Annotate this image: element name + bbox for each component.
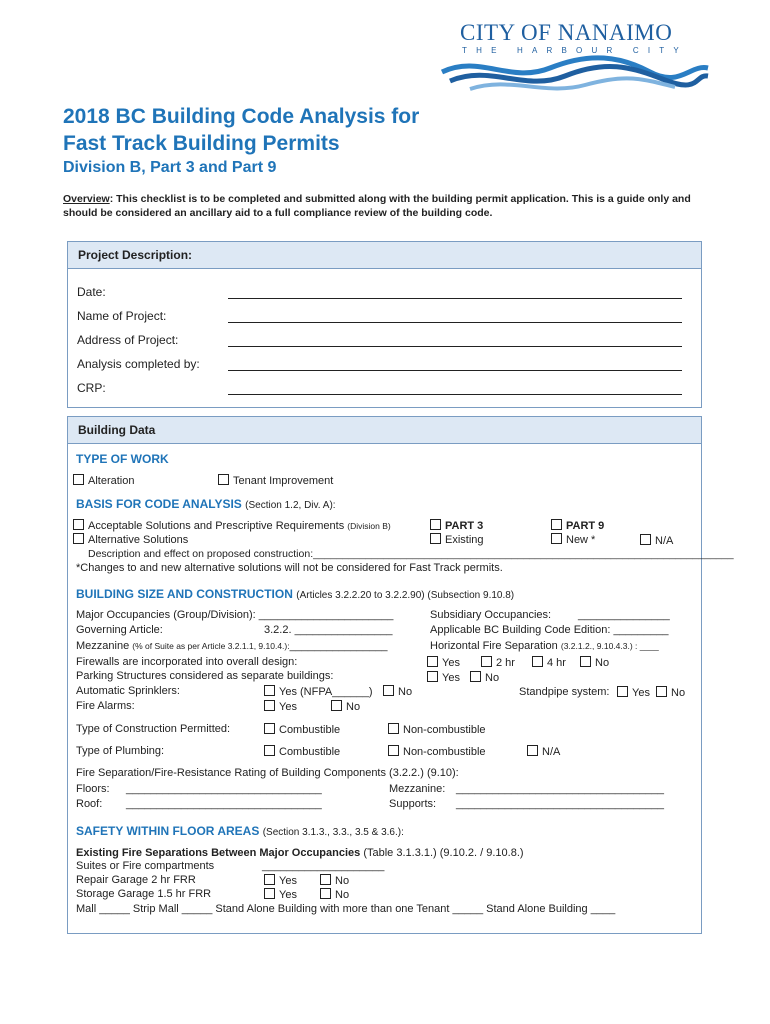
logo-name: CITY OF NANAIMO [460, 20, 673, 45]
na-label: N/A [655, 535, 674, 547]
part3-checkbox[interactable] [430, 519, 441, 530]
overview-text: : This checklist is to be completed and submitted along with the building permit application. This is a guide only and should be considered an ancillary aid to a full compliance review of the building code. [63, 193, 691, 219]
firewalls-4hr-checkbox[interactable] [532, 656, 543, 667]
description-line[interactable]: Description and effect on proposed construction:________________________________________________________________________ [88, 548, 734, 560]
construction-type-label: Type of Construction Permitted: [76, 723, 231, 735]
existing-separations-label: Existing Fire Separations Between Major Occupancies [76, 847, 361, 859]
code-edition-field[interactable]: Applicable BC Building Code Edition: _________ [430, 624, 669, 636]
roof-label: Roof: [76, 798, 103, 810]
plumbing-combustible-option[interactable] [264, 745, 340, 758]
suites-label: Suites or Fire compartments [76, 860, 215, 872]
existing-separations-heading [76, 847, 524, 859]
construction-combustible-option[interactable] [264, 723, 340, 736]
part3-option[interactable] [430, 519, 483, 532]
acceptable-solutions-ref: (Division B) [347, 521, 391, 531]
governing-article-field[interactable]: 3.2.2. ________________ [264, 624, 393, 636]
firewalls-4hr-option[interactable] [532, 656, 566, 669]
repair-no-label: No [335, 875, 350, 887]
alarms-yes-label: Yes [279, 701, 297, 713]
construction-noncombustible-label: Non-combustible [403, 724, 486, 736]
plumbing-combustible-label: Combustible [279, 746, 341, 758]
plumbing-na-label: N/A [542, 746, 561, 758]
mezzanine-line: ________________ [289, 640, 388, 652]
alternative-solutions-label: Alternative Solutions [88, 534, 189, 546]
part9-checkbox[interactable] [551, 519, 562, 530]
crp-field[interactable] [228, 394, 682, 395]
sprinklers-label: Automatic Sprinklers: [76, 685, 180, 697]
sprinklers-no-label: No [398, 686, 413, 698]
project-name-label: Name of Project: [77, 309, 167, 323]
part9-label: PART 9 [566, 520, 605, 532]
storage-yes-option[interactable] [264, 888, 297, 901]
sprinklers-yes-option[interactable] [264, 685, 373, 698]
building-size-title [76, 587, 514, 601]
storage-no-label: No [335, 889, 350, 901]
standpipe-no-checkbox[interactable] [656, 686, 667, 697]
alarms-yes-option[interactable] [264, 700, 297, 713]
horizontal-separation-label: Horizontal Fire Separation [430, 640, 558, 652]
part9-option[interactable] [551, 519, 604, 532]
construction-combustible-checkbox[interactable] [264, 723, 275, 734]
tenant-improvement-option[interactable] [218, 474, 333, 487]
parking-label: Parking Structures considered as separate buildings: [76, 670, 334, 682]
repair-yes-checkbox[interactable] [264, 874, 275, 885]
plumbing-na-checkbox[interactable] [527, 745, 538, 756]
sprinklers-yes-label: Yes (NFPA______) [279, 686, 373, 698]
repair-yes-option[interactable] [264, 874, 297, 887]
na-checkbox[interactable] [640, 534, 651, 545]
mezzanine-field[interactable] [76, 640, 388, 652]
floors-field[interactable]: ________________________________ [126, 783, 322, 795]
new-label: New * [566, 534, 596, 546]
new-checkbox[interactable] [551, 533, 562, 544]
firewalls-label: Firewalls are incorporated into overall design: [76, 656, 298, 668]
project-address-field[interactable] [228, 346, 682, 347]
standpipe-no-label: No [671, 687, 686, 699]
storage-yes-checkbox[interactable] [264, 888, 275, 899]
crp-label: CRP: [77, 381, 106, 395]
overview-paragraph [63, 192, 713, 220]
major-occupancies-field[interactable]: Major Occupancies (Group/Division): ______________________ [76, 609, 394, 621]
firewalls-yes-option[interactable] [427, 656, 460, 669]
safety-title [76, 824, 404, 838]
supports-field[interactable]: __________________________________ [456, 798, 665, 810]
alternative-solutions-option[interactable] [73, 533, 188, 546]
project-description-heading: Project Description: [68, 242, 701, 269]
part3-label: PART 3 [445, 520, 484, 532]
alternative-solutions-checkbox[interactable] [73, 533, 84, 544]
standpipe-label: Standpipe system: [519, 686, 610, 698]
mezzanine-ref: (% of Suite as per Article 3.2.1.1, 9.10.4.): [132, 641, 290, 651]
parking-no-label: No [485, 672, 500, 684]
title-line-1: 2018 BC Building Code Analysis for [63, 105, 420, 128]
subsidiary-occupancies-label: Subsidiary Occupancies: [430, 609, 552, 621]
standpipe-yes-checkbox[interactable] [617, 686, 628, 697]
storage-no-checkbox[interactable] [320, 888, 331, 899]
analysis-by-label: Analysis completed by: [77, 357, 200, 371]
roof-field[interactable]: ________________________________ [126, 798, 322, 810]
firewalls-2hr-label: 2 hr [496, 657, 515, 669]
firewalls-no-checkbox[interactable] [580, 656, 591, 667]
page-subtitle: Division B, Part 3 and Part 9 [63, 159, 277, 176]
type-of-work-title: TYPE OF WORK [76, 452, 169, 466]
storage-yes-label: Yes [279, 889, 297, 901]
existing-separations-ref: (Table 3.1.3.1.) (9.10.2. / 9.10.8.) [363, 847, 524, 859]
basis-title-text: BASIS FOR CODE ANALYSIS [76, 497, 242, 511]
alternative-note: *Changes to and new alternative solutions will not be considered for Fast Track permits. [76, 562, 503, 574]
tenant-improvement-label: Tenant Improvement [233, 475, 334, 487]
floors-label: Floors: [76, 783, 110, 795]
page-title [63, 103, 503, 157]
basis-title [76, 497, 336, 511]
plumbing-noncombustible-option[interactable] [388, 745, 486, 758]
alarms-no-label: No [346, 701, 361, 713]
building-size-title-text: BUILDING SIZE AND CONSTRUCTION [76, 587, 293, 601]
tenant-improvement-checkbox[interactable] [218, 474, 229, 485]
mezzanine-label: Mezzanine [76, 640, 130, 652]
horizontal-separation-ref: (3.2.1.2., 9.10.4.3.) : ____ [560, 641, 659, 651]
suites-field[interactable]: ____________________ [262, 860, 385, 872]
fire-separation-title: Fire Separation/Fire-Resistance Rating of Building Components (3.2.2.) (9.10): [76, 767, 459, 779]
standpipe-yes-label: Yes [632, 687, 650, 699]
parking-yes-checkbox[interactable] [427, 671, 438, 682]
storage-no-option[interactable] [320, 888, 349, 901]
alteration-option[interactable] [73, 474, 134, 487]
parking-no-option[interactable] [470, 671, 499, 684]
alarms-no-option[interactable] [331, 700, 360, 713]
supports-label: Supports: [389, 798, 437, 810]
sprinklers-no-checkbox[interactable] [383, 685, 394, 696]
parking-yes-option[interactable] [427, 671, 460, 684]
firewalls-4hr-label: 4 hr [547, 657, 566, 669]
safety-title-text: SAFETY WITHIN FLOOR AREAS [76, 824, 260, 838]
repair-garage-label: Repair Garage 2 hr FRR [76, 874, 196, 886]
acceptable-solutions-checkbox[interactable] [73, 519, 84, 530]
project-description-section [67, 241, 702, 408]
acceptable-solutions-option[interactable] [73, 519, 391, 532]
analysis-by-field[interactable] [228, 370, 682, 371]
acceptable-solutions-label: Acceptable Solutions and Prescriptive Requirements [88, 520, 345, 532]
alarms-no-checkbox[interactable] [331, 700, 342, 711]
repair-no-option[interactable] [320, 874, 349, 887]
plumbing-type-label: Type of Plumbing: [76, 745, 165, 757]
horizontal-separation-field[interactable] [430, 640, 659, 652]
existing-label: Existing [445, 534, 484, 546]
firewalls-yes-label: Yes [442, 657, 460, 669]
construction-combustible-label: Combustible [279, 724, 341, 736]
project-name-field[interactable] [228, 322, 682, 323]
fire-alarms-label: Fire Alarms: [76, 700, 135, 712]
repair-no-checkbox[interactable] [320, 874, 331, 885]
firewalls-no-option[interactable] [580, 656, 609, 669]
project-address-label: Address of Project: [77, 333, 179, 347]
mezzanine-rating-field[interactable]: __________________________________ [456, 783, 665, 795]
sprinklers-no-option[interactable] [383, 685, 412, 698]
mezzanine-rating-label: Mezzanine: [389, 783, 446, 795]
repair-yes-label: Yes [279, 875, 297, 887]
firewalls-2hr-option[interactable] [481, 656, 515, 669]
overview-label: Overview [63, 193, 110, 205]
mall-types-line[interactable]: Mall _____ Strip Mall _____ Stand Alone Building with more than one Tenant _____ Stand Alone Building ____ [76, 903, 616, 915]
firewalls-no-label: No [595, 657, 610, 669]
date-label: Date: [77, 285, 106, 299]
existing-option[interactable] [430, 533, 484, 546]
plumbing-noncombustible-label: Non-combustible [403, 746, 486, 758]
alteration-checkbox[interactable] [73, 474, 84, 485]
plumbing-combustible-checkbox[interactable] [264, 745, 275, 756]
basis-ref: (Section 1.2, Div. A): [245, 500, 336, 511]
safety-ref: (Section 3.1.3., 3.3., 3.5 & 3.6.): [262, 827, 404, 838]
parking-no-checkbox[interactable] [470, 671, 481, 682]
building-data-heading: Building Data [68, 417, 701, 444]
title-line-2: Fast Track Building Permits [63, 132, 340, 155]
firewalls-yes-checkbox[interactable] [427, 656, 438, 667]
construction-noncombustible-option[interactable] [388, 723, 486, 736]
construction-noncombustible-checkbox[interactable] [388, 723, 399, 734]
na-option[interactable] [640, 534, 673, 547]
alarms-yes-checkbox[interactable] [264, 700, 275, 711]
standpipe-yes-option[interactable] [617, 686, 650, 699]
plumbing-na-option[interactable] [527, 745, 560, 758]
alteration-label: Alteration [88, 475, 135, 487]
parking-yes-label: Yes [442, 672, 460, 684]
storage-garage-label: Storage Garage 1.5 hr FRR [76, 888, 212, 900]
subsidiary-occupancies-field[interactable]: _______________ [578, 609, 670, 621]
firewalls-2hr-checkbox[interactable] [481, 656, 492, 667]
logo-waves-icon [440, 54, 710, 94]
building-size-ref: (Articles 3.2.2.20 to 3.2.2.90) (Subsection 9.10.8) [296, 590, 515, 601]
existing-checkbox[interactable] [430, 533, 441, 544]
logo-tagline: THE HARBOUR CITY [462, 46, 688, 55]
governing-article-label: Governing Article: [76, 624, 163, 636]
plumbing-noncombustible-checkbox[interactable] [388, 745, 399, 756]
standpipe-no-option[interactable] [656, 686, 685, 699]
new-option[interactable] [551, 533, 595, 546]
date-field[interactable] [228, 298, 682, 299]
sprinklers-yes-checkbox[interactable] [264, 685, 275, 696]
